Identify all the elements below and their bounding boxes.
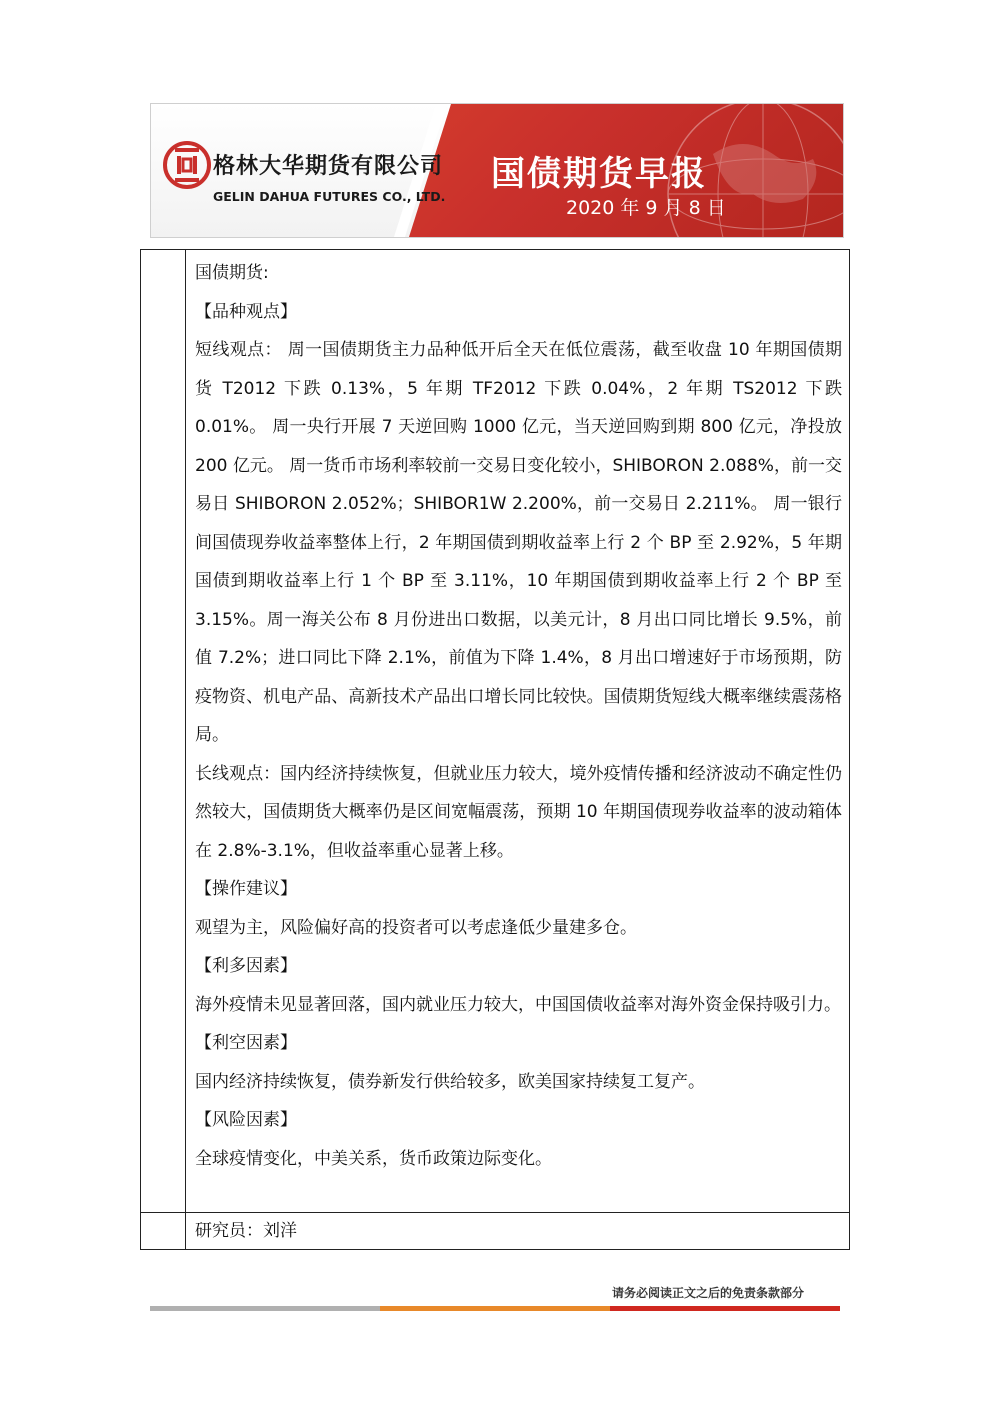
footer-bar-orange (380, 1306, 610, 1311)
section-heading-bullish: 【利多因素】 (195, 956, 297, 976)
researcher-name: 研究员：刘洋 (195, 1221, 297, 1241)
report-table (140, 249, 850, 1250)
section-heading-advice: 【操作建议】 (195, 879, 297, 899)
report-banner (150, 103, 844, 238)
section-heading-bond-futures: 国债期货: (195, 263, 269, 283)
footer-color-bar (150, 1306, 840, 1311)
table-row-divider (141, 1212, 849, 1213)
section-heading-risk: 【风险因素】 (195, 1110, 297, 1130)
long-term-view: 长线观点：国内经济持续恢复，但就业压力较大，境外疫情传播和经济波动不确定性仍然较大，国债期货大概率仍是区间宽幅震荡，预期 10 年期国债现券收益率的波动箱体在 2.8%-3.1%，但收益率重心显著上移。 (195, 763, 842, 861)
company-name-cn: 格林大华期货有限公司 (213, 154, 444, 179)
operation-advice: 观望为主，风险偏好高的投资者可以考虑逢低少量建多仓。 (195, 917, 637, 938)
company-name-en: GELIN DAHUA FUTURES CO., LTD. (213, 189, 446, 204)
bearish-factors: 国内经济持续恢复，债券新发行供给较多，欧美国家持续复工复产。 (195, 1071, 705, 1092)
section-heading-bearish: 【利空因素】 (195, 1033, 297, 1053)
section-heading-views: 【品种观点】 (195, 301, 297, 322)
bullish-factors: 海外疫情未见显著回落，国内就业压力较大，中国国债收益率对海外资金保持吸引力。 (195, 994, 841, 1015)
risk-factors: 全球疫情变化，中美关系，货币政策边际变化。 (195, 1148, 552, 1169)
report-date: 2020 年 9 月 8 日 (566, 197, 726, 219)
footer-bar-red (610, 1306, 840, 1311)
disclaimer-note: 请务必阅读正文之后的免责条款部分 (612, 1286, 805, 1300)
short-term-view: 短线观点： 周一国债期货主力品种低开后全天在低位震荡，截至收盘 10 年期国债期货 T2012 下跌 0.13%，5 年期 TF2012 下跌 0.04%，2 年期 TS2012 下跌 0.01%。 周一央行开展 7 天逆回购 1000 亿元，当天逆回购到期 800 亿元，净投放 200 亿元。 周一货币市场利率较前一交易日变化较小，SHIBORON 2.088%，前一交易日 SHIBORON 2.052%；SHIBOR1W 2.200%，前一交易日 2.211%。 周一银行间国债现券收益率整体上行，2 年期国债到期收益率上行 2 个 BP 至 2.92%，5 年期国债到期收益率上行 1 个 BP 至 3.11%，10 年期国债到期收益率上行 2 个 BP 至 3.15%。周一海关公布 8 月份进出口数据，以美元计，8 月出口同比增长 9.5%，前值 7.2%；进口同比下降 2.1%，前值为下降 1.4%，8 月出口增速好于市场预期，防疫物资、机电产品、高新技术产品出口增长同比较快。国债期货短线大概率继续震荡格局。 (195, 340, 842, 745)
company-seal-icon (163, 134, 211, 196)
report-content (195, 254, 842, 1178)
footer-bar-gray (150, 1306, 380, 1311)
table-column-divider (185, 250, 186, 1249)
report-title: 国债期货早报 (491, 154, 707, 194)
